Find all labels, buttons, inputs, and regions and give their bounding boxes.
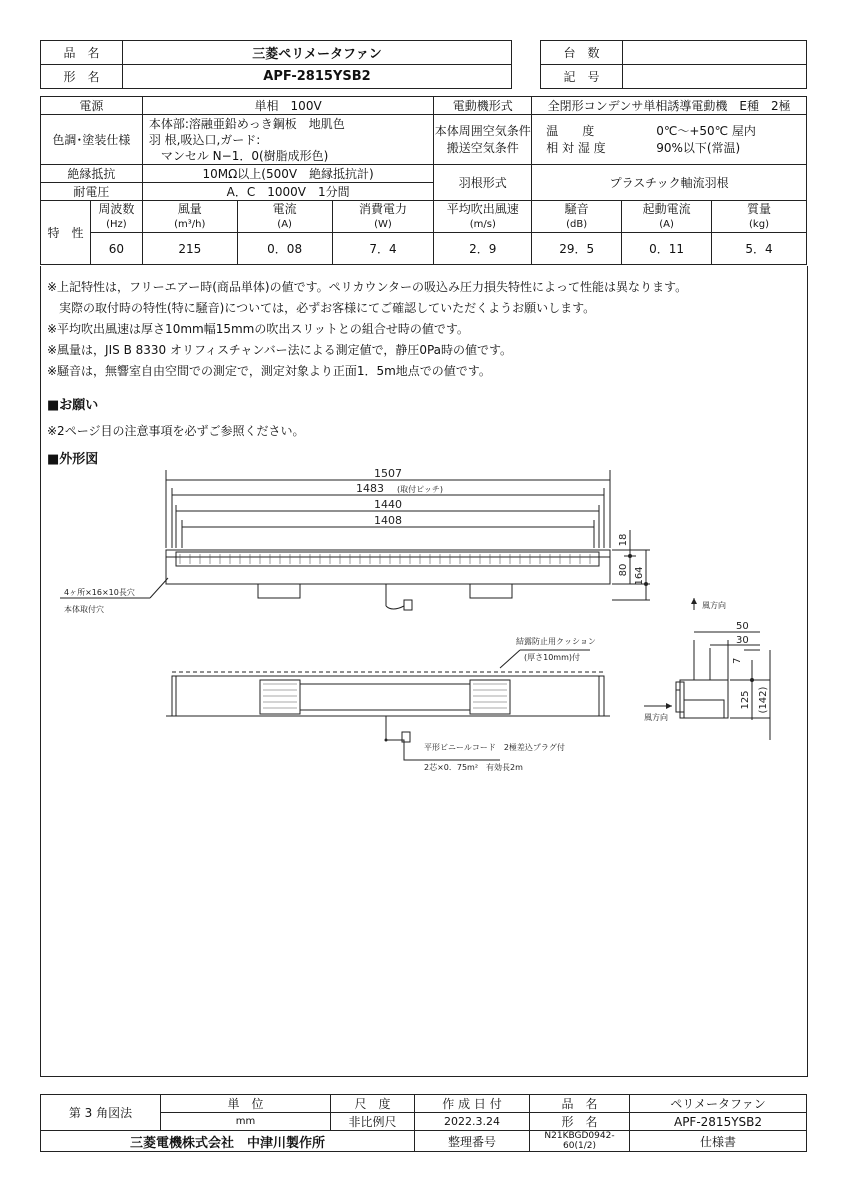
env-label-1: 本体周囲空気条件	[434, 123, 531, 138]
char-value: 5．4	[712, 233, 807, 265]
date-label: 作 成 日 付	[415, 1095, 530, 1113]
power-value: 単相 100V	[142, 97, 434, 115]
dim-125: 125	[740, 690, 751, 710]
temp-label: 温 度	[546, 123, 595, 138]
dim-1507: 1507	[374, 467, 402, 480]
color-label: 色調･塗装仕様	[41, 115, 143, 165]
temp-value: 0℃〜+50℃ 屋内	[656, 123, 756, 138]
dim-164: 164	[634, 566, 645, 586]
mount-holes: 4ヶ所×16×10長穴	[64, 588, 135, 597]
humidity-label: 相 対 湿 度	[546, 140, 606, 155]
color-line: 羽 根,吸込口,ガード:	[148, 132, 261, 147]
col-name: 消費電力	[358, 201, 407, 216]
insulation-label: 絶縁抵抗	[41, 165, 143, 183]
product-name: 三菱ペリメータファン	[123, 41, 512, 65]
cushion-label: 結露防止用クッション	[516, 637, 596, 646]
char-value: 2．9	[434, 233, 532, 265]
char-label: 特 性	[41, 201, 91, 265]
unit-label: 単 位	[161, 1095, 331, 1113]
cord-label: 平形ビニールコード 2極差込プラグ付	[424, 743, 565, 752]
note-line: ※風量は，JIS B 8330 オリフィスチャンバー法による測定値で，静圧0Pa時の値です。	[47, 343, 513, 357]
dim-1483-note: (取付ピッチ)	[397, 485, 443, 494]
mount-holes-note: 本体取付穴	[64, 605, 104, 614]
scale-value: 非比例尺	[331, 1113, 415, 1131]
dim-30: 30	[736, 635, 749, 646]
wind-dir-side: 風方向	[644, 713, 668, 722]
col-name: 電流	[272, 201, 297, 216]
note-line: ※騒音は，無響室自由空間での測定で，測定対象より正面1．5m地点での値です。	[47, 364, 491, 378]
col-unit: (A)	[659, 218, 674, 230]
col-name: 周波数	[98, 201, 135, 216]
date-value: 2022.3.24	[415, 1113, 530, 1131]
product-name-label: 品 名	[41, 41, 123, 65]
request-title: ■お願い	[47, 398, 99, 413]
color-line: 本体部:溶融亜鉛めっき鋼板 地肌色	[148, 116, 345, 131]
col-unit: (m/s)	[469, 218, 496, 230]
char-value: 60	[90, 233, 142, 265]
env-label-2: 搬送空気条件	[446, 140, 519, 155]
note-line: 実際の取付時の特性(特に騒音)については，必ずお客様にてご確認していただくようお願いします。	[47, 301, 596, 315]
dim-1408: 1408	[374, 514, 402, 527]
col-unit: (kg)	[749, 218, 769, 230]
blade-value: プラスチック軸流羽根	[532, 165, 807, 201]
voltage-value: A．C 1000V 1分間	[142, 183, 434, 201]
wind-dir-top: 風方向	[702, 601, 726, 610]
col-unit: (A)	[277, 218, 292, 230]
char-value: 29．5	[532, 233, 622, 265]
dim-1483: 1483	[356, 482, 384, 495]
power-label: 電源	[41, 97, 143, 115]
col-name: 質量	[747, 201, 772, 216]
model-label: 形 名	[41, 65, 123, 89]
humidity-value: 90%以下(常温)	[656, 140, 741, 155]
dim-18: 18	[618, 533, 629, 547]
footer-model-label: 形 名	[530, 1113, 630, 1131]
drawing-title: ■外形図	[47, 452, 99, 467]
note-line: ※上記特性は，フリーエアー時(商品単体)の値です。ペリカウンターの吸込み圧力損失特性によって性能は異なります。	[47, 280, 688, 294]
col-unit: (m³/h)	[174, 218, 206, 230]
model-name: APF-2815YSB2	[123, 65, 512, 89]
motor-value: 全閉形コンデンサ単相誘導電動機 E種 2極	[532, 97, 807, 115]
footer-table	[40, 1094, 807, 1152]
col-name: 起動電流	[642, 201, 691, 216]
dim-7: 7	[732, 657, 743, 664]
dim-142: (142)	[758, 686, 769, 714]
mark-label: 記 号	[541, 65, 623, 89]
motor-label: 電動機形式	[434, 97, 532, 115]
dim-80: 80	[618, 563, 629, 577]
dim-50: 50	[736, 621, 749, 632]
col-name: 騒音	[564, 201, 589, 216]
col-unit: (W)	[374, 218, 392, 230]
scale-label: 尺 度	[331, 1095, 415, 1113]
char-value: 0．11	[622, 233, 712, 265]
doc-type: 仕様書	[630, 1131, 807, 1152]
char-value: 215	[142, 233, 237, 265]
voltage-label: 耐電圧	[41, 183, 143, 201]
footer-product-label: 品 名	[530, 1095, 630, 1113]
char-value: 7．4	[332, 233, 434, 265]
col-name: 平均吹出風速	[446, 201, 519, 216]
col-unit: (dB)	[566, 218, 588, 230]
projection: 第 3 角図法	[41, 1095, 161, 1131]
footer-model: APF-2815YSB2	[630, 1113, 807, 1131]
insulation-value: 10MΩ以上(500V 絶縁抵抗計)	[142, 165, 434, 183]
note-line: ※平均吹出風速は厚さ10mm幅15mmの吹出スリットとの組合せ時の値です。	[47, 322, 469, 336]
col-name: 風量	[177, 201, 202, 216]
col-unit: (Hz)	[106, 218, 127, 230]
doc-no-label: 整理番号	[415, 1131, 530, 1152]
blade-label: 羽根形式	[434, 165, 532, 201]
unit-value: mm	[161, 1113, 331, 1131]
company-name: 三菱電機株式会社 中津川製作所	[41, 1131, 415, 1152]
units-label: 台 数	[541, 41, 623, 65]
doc-no: N21KBGD0942-60(1/2)	[530, 1131, 630, 1152]
color-line: マンセル N−1．0(樹脂成形色)	[148, 148, 329, 163]
char-value: 0．08	[237, 233, 332, 265]
cord-spec: 2芯×0．75m² 有効長2m	[424, 763, 523, 772]
request-note: ※2ページ目の注意事項を必ずご参照ください。	[47, 424, 305, 438]
dim-1440: 1440	[374, 498, 402, 511]
cushion-thickness: (厚さ10mm)付	[524, 653, 581, 662]
footer-product-name: ペリメータファン	[630, 1095, 807, 1113]
